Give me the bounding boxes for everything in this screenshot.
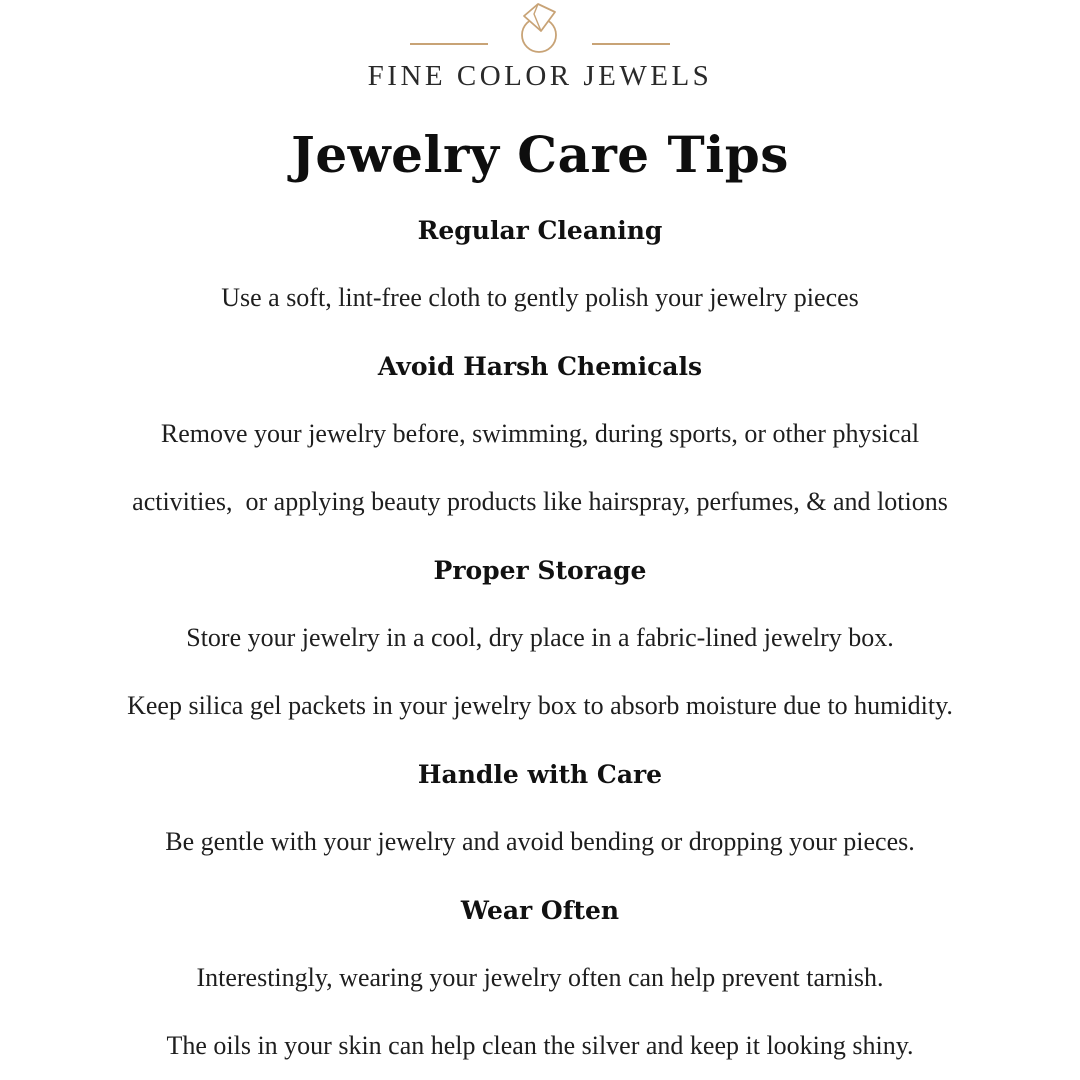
body-line: Remove your jewelry before, swimming, during sports, or other physical bbox=[160, 419, 920, 448]
body-line: Use a soft, lint-free cloth to gently polish your jewelry pieces bbox=[221, 283, 859, 312]
brand-name: FINE COLOR JEWELS bbox=[367, 60, 713, 92]
body-line: Keep silica gel packets in your jewelry box to absorb moisture due to humidity. bbox=[127, 691, 953, 720]
body-line: Interestingly, wearing your jewelry often can help prevent tarnish. bbox=[196, 963, 884, 992]
section-heading: Proper Storage bbox=[433, 555, 647, 585]
logo-mark-row bbox=[0, 0, 1080, 58]
body-line: Be gentle with your jewelry and avoid bending or dropping your pieces. bbox=[165, 827, 915, 856]
brand-logo bbox=[0, 0, 1080, 100]
logo-divider-left bbox=[410, 43, 488, 45]
section-heading: Wear Often bbox=[460, 895, 620, 925]
section-heading: Handle with Care bbox=[417, 759, 663, 789]
logo-divider-right bbox=[592, 43, 670, 45]
section-heading: Regular Cleaning bbox=[417, 215, 663, 245]
content-lines bbox=[0, 196, 1080, 1080]
body-line: activities, or applying beauty products like hairspray, perfumes, & and lotions bbox=[132, 487, 948, 516]
section-heading: Avoid Harsh Chemicals bbox=[377, 351, 703, 381]
page-title: Jewelry Care Tips bbox=[291, 124, 789, 184]
diamond-ring-icon bbox=[510, 1, 570, 59]
body-line: The oils in your skin can help clean the silver and keep it looking shiny. bbox=[166, 1031, 914, 1060]
body-line: Store your jewelry in a cool, dry place in a fabric-lined jewelry box. bbox=[186, 623, 894, 652]
